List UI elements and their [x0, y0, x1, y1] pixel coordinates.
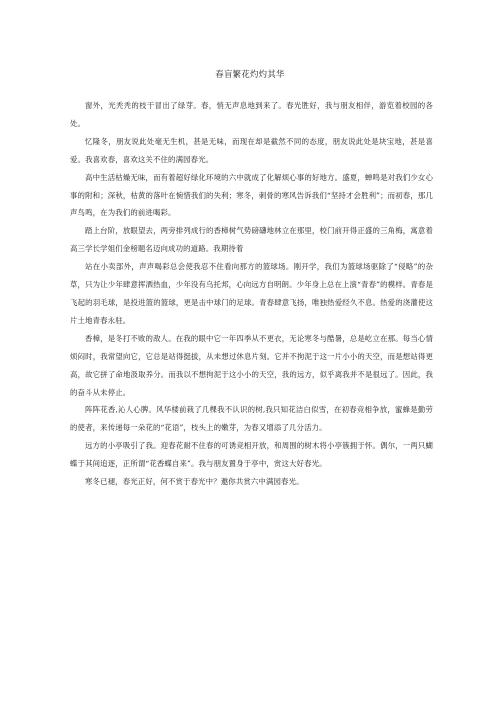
document-title: 春盲繁花灼灼其华 [215, 69, 285, 79]
paragraph: 高中生活枯燥无味，而有着超好绿化环境的六中就成了化解烦心事的好地方。盛夏，蝉鸣是对我们少女心事的附和；深秋，枯黄的落叶在惋惜我们的失利；寒冬，刺骨的寒风告诉我们“坚持才会胜利”；而初春，那几声鸟鸣，在为我们的前进喝彩。 [70, 172, 433, 218]
paragraph: 站在小卖部外，声声喝彩总会使我忍不住看向那方的篮球场。刚开学，我们为篮球场驱除了“侵略”的杂草，只为让少年肆意挥洒热血，少年没有乌托邦，心向远方自明朗。少年身上总在上演“青春”的模样。青春是飞起的羽毛球，是投进篮的篮球，更是击中球门的足球。青春肆意飞扬，唯独热爱经久不息。热爱的浇灌使这片土地青春永驻。 [70, 262, 433, 325]
document-body [70, 97, 433, 491]
paragraph: 寒冬已褪，春光正好，何不赏于春光中？邀你共赏六中满园春光。 [85, 477, 304, 487]
paragraph: 阵阵花香,沁人心脾。风华楼前栽了几棵我不认识的树,我只知花洁白似雪，在初春竞相争放，蜜蜂是勤劳的使者，来传递每一朵花的“花语”，枝头上的嫩芽，为春又增添了几分活力。 [70, 405, 433, 433]
paragraph: 忆隆冬，朋友说此处毫无生机，甚是无味，而现在却是截然不同的态度，朋友说此处是块宝地，甚是喜爱。我喜欢春，喜欢这关不住的满园春光。 [70, 136, 433, 164]
paragraph: 窗外，光秃秃的枝干冒出了绿芽。春，悄无声息地到来了。春光胜好，我与朋友相伴，游览着校园的各处。 [70, 101, 433, 128]
paragraph: 远方的小亭吸引了我。迎春花耐不住春的可诱竞相开放，和周围的树木将小亭簇拥于怀。偶尔，一两只蝴蝶于其间追逐，正所谓“花香蝶自来”。我与朋友置身于亭中，赏这大好春光。 [70, 441, 433, 469]
paragraph: 香樟，是冬打不败的敌人。在我的眼中它一年四季从不更衣，无论寒冬与酷暑，总是屹立在那。每当心情烦闷时，我常望向它，它总是站得挺拔，从未想过休息片刻。它并不拘泥于这一片小小的天空，而是想站得更高，故它拼了命地汲取养分。而我以不想拘泥于这小小的天空，我的远方，似乎离我并不是很远了。因此，我的奋斗从未停止。 [70, 333, 433, 397]
paragraph: 踏上台阶，放眼望去，两旁排列成行的香樟树气势磅礴地林立在那里，校门前开得正盛的三角梅，寓意着高三学长学姐们金榜题名迈向成功的道路。我期待着 [70, 226, 433, 254]
